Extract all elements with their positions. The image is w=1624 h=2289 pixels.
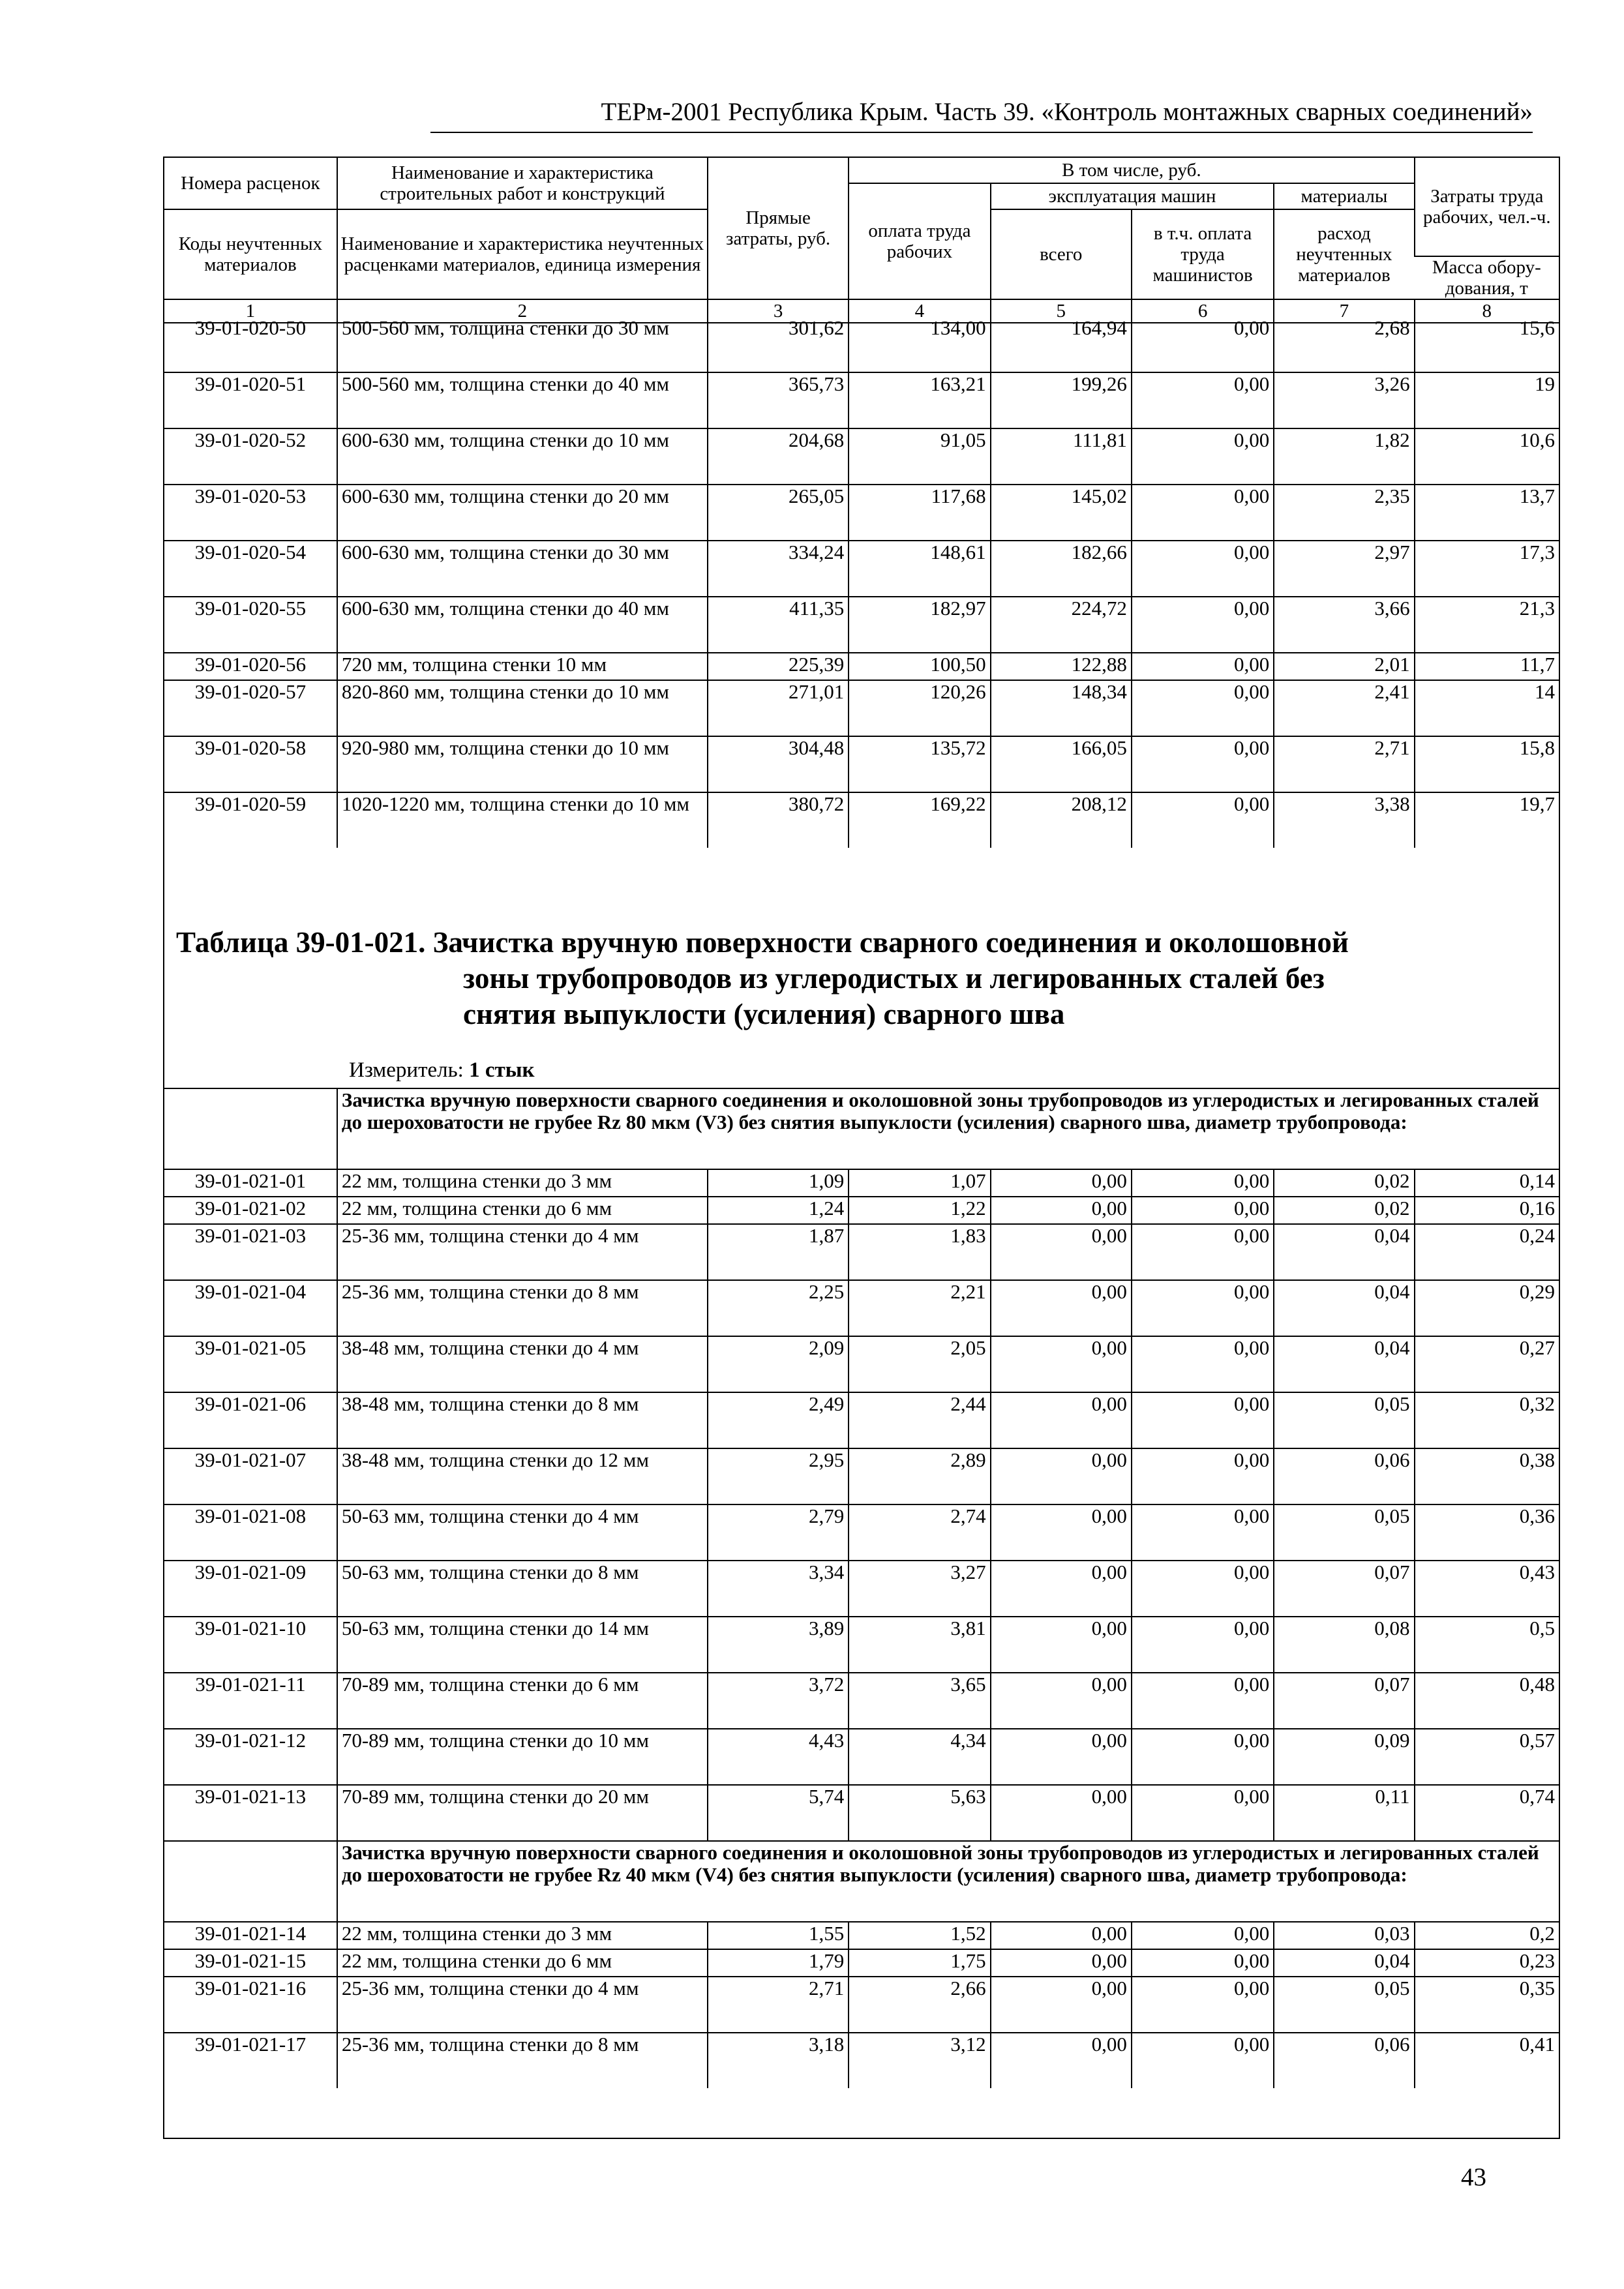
materials: 0,04 [1274,1949,1414,1977]
direct-costs: 2,95 [708,1448,849,1504]
direct-costs: 2,49 [708,1392,849,1448]
rate-code: 39-01-021-03 [164,1224,337,1280]
col-equipment-mass: Масса обору- дования, т [1415,256,1559,299]
work-description: 1020-1220 мм, толщина стенки до 10 мм [337,792,708,848]
machine-total: 0,00 [991,1504,1132,1561]
labor-hours: 0,27 [1415,1336,1559,1392]
table-row [164,541,1559,597]
labor-hours: 0,74 [1415,1785,1559,1841]
machinist-pay: 0,00 [1132,1504,1274,1561]
work-description: 50-63 мм, толщина стенки до 4 мм [337,1504,708,1561]
rate-code: 39-01-021-02 [164,1197,337,1224]
direct-costs: 334,24 [708,541,849,597]
table-row [164,428,1559,485]
labor-pay: 2,89 [849,1448,990,1504]
materials: 0,04 [1274,1224,1414,1280]
direct-costs: 411,35 [708,597,849,653]
machinist-pay: 0,00 [1132,1785,1274,1841]
labor-pay: 2,21 [849,1280,990,1336]
machinist-pay: 0,00 [1132,485,1274,541]
table-row [164,1392,1559,1448]
materials: 0,05 [1274,1504,1414,1561]
labor-hours: 10,6 [1415,428,1559,485]
work-description: 500-560 мм, толщина стенки до 30 мм [337,317,708,372]
labor-pay: 135,72 [849,736,990,792]
labor-hours: 0,48 [1415,1673,1559,1729]
materials: 0,07 [1274,1673,1414,1729]
machine-total: 148,34 [991,680,1132,736]
machinist-pay: 0,00 [1132,1197,1274,1224]
direct-costs: 304,48 [708,736,849,792]
labor-pay: 148,61 [849,541,990,597]
rate-code: 39-01-021-06 [164,1392,337,1448]
section-row [164,1841,1559,1922]
work-description: 70-89 мм, толщина стенки до 20 мм [337,1785,708,1841]
machine-total: 122,88 [991,653,1132,680]
section-code-cell [164,1841,337,1922]
machinist-pay: 0,00 [1132,317,1274,372]
labor-pay: 2,74 [849,1504,990,1561]
materials: 0,09 [1274,1729,1414,1785]
materials: 0,07 [1274,1561,1414,1617]
machine-total: 182,66 [991,541,1132,597]
direct-costs: 301,62 [708,317,849,372]
table-row [164,1785,1559,1841]
labor-hours: 0,43 [1415,1561,1559,1617]
work-description: 38-48 мм, толщина стенки до 4 мм [337,1336,708,1392]
machinist-pay: 0,00 [1132,372,1274,428]
materials: 0,03 [1274,1922,1414,1949]
rate-code: 39-01-021-10 [164,1617,337,1673]
table-top-rows [164,317,1559,848]
machinist-pay: 0,00 [1132,1617,1274,1673]
labor-pay: 5,63 [849,1785,990,1841]
labor-hours: 0,24 [1415,1224,1559,1280]
table-row [164,736,1559,792]
labor-pay: 134,00 [849,317,990,372]
labor-pay: 117,68 [849,485,990,541]
table-row [164,1504,1559,1561]
labor-pay: 1,52 [849,1922,990,1949]
materials: 3,38 [1274,792,1414,848]
rate-code: 39-01-021-05 [164,1336,337,1392]
rate-code: 39-01-020-59 [164,792,337,848]
work-description: 22 мм, толщина стенки до 6 мм [337,1949,708,1977]
work-description: 820-860 мм, толщина стенки до 10 мм [337,680,708,736]
work-description: 600-630 мм, толщина стенки до 30 мм [337,541,708,597]
work-description: 50-63 мм, толщина стенки до 14 мм [337,1617,708,1673]
rate-code: 39-01-021-08 [164,1504,337,1561]
direct-costs: 1,87 [708,1224,849,1280]
labor-pay: 100,50 [849,653,990,680]
work-description: 22 мм, толщина стенки до 3 мм [337,1922,708,1949]
machinist-pay: 0,00 [1132,1729,1274,1785]
direct-costs: 3,34 [708,1561,849,1617]
direct-costs: 5,74 [708,1785,849,1841]
machine-total: 224,72 [991,597,1132,653]
materials: 0,11 [1274,1785,1414,1841]
materials: 2,68 [1274,317,1414,372]
rate-code: 39-01-020-55 [164,597,337,653]
col-number: 1 [164,299,337,323]
table-row [164,1729,1559,1785]
rate-code: 39-01-021-13 [164,1785,337,1841]
machinist-pay: 0,00 [1132,1448,1274,1504]
rate-code: 39-01-021-01 [164,1169,337,1197]
direct-costs: 265,05 [708,485,849,541]
table-row [164,1197,1559,1224]
direct-costs: 365,73 [708,372,849,428]
labor-pay: 91,05 [849,428,990,485]
materials: 0,04 [1274,1280,1414,1336]
work-description: 38-48 мм, толщина стенки до 8 мм [337,1392,708,1448]
machinist-pay: 0,00 [1132,1922,1274,1949]
col-including: В том числе, руб. [849,157,1414,183]
materials: 2,71 [1274,736,1414,792]
rate-code: 39-01-021-09 [164,1561,337,1617]
work-description: 25-36 мм, толщина стенки до 4 мм [337,1977,708,2033]
machine-total: 199,26 [991,372,1132,428]
machinist-pay: 0,00 [1132,1392,1274,1448]
table-row [164,680,1559,736]
work-description: 70-89 мм, толщина стенки до 10 мм [337,1729,708,1785]
rate-code: 39-01-020-52 [164,428,337,485]
table-row [164,1617,1559,1673]
rate-code: 39-01-020-57 [164,680,337,736]
col-labor-costs: Затраты труда рабочих, чел.-ч. [1415,157,1559,256]
materials: 1,82 [1274,428,1414,485]
machinist-pay: 0,00 [1132,597,1274,653]
section-title: Зачистка вручную поверхности сварного соединения и околошовной зоны трубопроводов из углеродистых и легированных сталей до шероховатости не грубее Rz 80 мкм (V3) без снятия выпуклости (усиления) сварного шва, диаметр трубопровода: [337,1088,1559,1169]
direct-costs: 3,18 [708,2033,849,2088]
direct-costs: 3,72 [708,1673,849,1729]
work-description: 600-630 мм, толщина стенки до 40 мм [337,597,708,653]
table-row [164,317,1559,372]
rate-code: 39-01-020-54 [164,541,337,597]
rate-code: 39-01-021-11 [164,1673,337,1729]
labor-hours: 11,7 [1415,653,1559,680]
labor-hours: 0,2 [1415,1922,1559,1949]
table-bottom-rows [164,1088,1559,2088]
direct-costs: 2,79 [708,1504,849,1561]
machine-total: 0,00 [991,1197,1132,1224]
section-row [164,1088,1559,1169]
labor-hours: 0,16 [1415,1197,1559,1224]
col-name-top: Наименование и характеристика строительных работ и конструкций [337,157,708,209]
col-materials: материалы [1274,183,1414,209]
col-code-top: Номера расценок [164,157,337,209]
col-machinist-pay: в т.ч. оплата труда машинистов [1132,209,1274,299]
labor-hours: 0,5 [1415,1617,1559,1673]
table-title [176,925,1546,1032]
labor-pay: 3,65 [849,1673,990,1729]
materials: 0,05 [1274,1977,1414,2033]
direct-costs: 3,89 [708,1617,849,1673]
labor-pay: 2,44 [849,1392,990,1448]
unit-value: 1 стык [469,1058,535,1082]
col-machine-operation: эксплуатация машин [991,183,1274,209]
machinist-pay: 0,00 [1132,736,1274,792]
unit-line [349,1058,535,1083]
work-description: 50-63 мм, толщина стенки до 8 мм [337,1561,708,1617]
rate-code: 39-01-021-15 [164,1949,337,1977]
work-description: 920-980 мм, толщина стенки до 10 мм [337,736,708,792]
table-header [164,157,1559,323]
machinist-pay: 0,00 [1132,1561,1274,1617]
table-title-line: снятия выпуклости (усиления) сварного шва [463,998,1065,1030]
labor-pay: 120,26 [849,680,990,736]
labor-hours: 15,6 [1415,317,1559,372]
table-row [164,372,1559,428]
labor-hours: 19 [1415,372,1559,428]
machine-total: 111,81 [991,428,1132,485]
labor-hours: 0,41 [1415,2033,1559,2088]
materials: 3,26 [1274,372,1414,428]
col-number: 4 [849,299,990,323]
machinist-pay: 0,00 [1132,1977,1274,2033]
labor-pay: 4,34 [849,1729,990,1785]
running-header: ТЕРм-2001 Республика Крым. Часть 39. «Контроль монтажных сварных соединений» [601,98,1533,126]
rate-code: 39-01-021-14 [164,1922,337,1949]
work-description: 25-36 мм, толщина стенки до 4 мм [337,1224,708,1280]
work-description: 600-630 мм, толщина стенки до 10 мм [337,428,708,485]
labor-hours: 0,14 [1415,1169,1559,1197]
section-code-cell [164,1088,337,1169]
machinist-pay: 0,00 [1132,1949,1274,1977]
machinist-pay: 0,00 [1132,653,1274,680]
rate-code: 39-01-021-12 [164,1729,337,1785]
col-number: 2 [337,299,708,323]
labor-pay: 3,12 [849,2033,990,2088]
labor-pay: 182,97 [849,597,990,653]
unit-label: Измеритель: [349,1058,464,1082]
col-direct-costs: Прямые затраты, руб. [708,157,849,299]
materials: 2,01 [1274,653,1414,680]
machinist-pay: 0,00 [1132,1673,1274,1729]
direct-costs: 4,43 [708,1729,849,1785]
table-row [164,792,1559,848]
table-row [164,1224,1559,1280]
labor-hours: 0,23 [1415,1949,1559,1977]
materials: 0,02 [1274,1197,1414,1224]
machinist-pay: 0,00 [1132,1224,1274,1280]
machine-total: 164,94 [991,317,1132,372]
labor-hours: 21,3 [1415,597,1559,653]
machine-total: 0,00 [991,1448,1132,1504]
labor-hours: 0,57 [1415,1729,1559,1785]
materials: 0,05 [1274,1392,1414,1448]
col-name-bottom: Наименование и характеристика неучтенных расценками материалов, единица измерения [337,209,708,299]
table-row [164,1169,1559,1197]
direct-costs: 1,55 [708,1922,849,1949]
labor-hours: 0,36 [1415,1504,1559,1561]
machinist-pay: 0,00 [1132,1169,1274,1197]
col-number: 8 [1415,299,1559,323]
direct-costs: 204,68 [708,428,849,485]
direct-costs: 2,71 [708,1977,849,2033]
machine-total: 0,00 [991,1785,1132,1841]
machine-total: 0,00 [991,1392,1132,1448]
labor-hours: 0,35 [1415,1977,1559,2033]
labor-pay: 1,22 [849,1197,990,1224]
materials: 0,06 [1274,1448,1414,1504]
labor-hours: 14 [1415,680,1559,736]
machine-total: 0,00 [991,1977,1132,2033]
machine-total: 0,00 [991,1617,1132,1673]
machine-total: 0,00 [991,1729,1132,1785]
machinist-pay: 0,00 [1132,680,1274,736]
header-rule [430,132,1533,133]
machinist-pay: 0,00 [1132,2033,1274,2088]
direct-costs: 225,39 [708,653,849,680]
rate-code: 39-01-020-50 [164,317,337,372]
labor-hours: 19,7 [1415,792,1559,848]
materials: 2,35 [1274,485,1414,541]
table-row [164,1673,1559,1729]
table-row [164,2033,1559,2088]
col-machine-total: всего [991,209,1132,299]
table-row [164,1336,1559,1392]
labor-hours: 0,38 [1415,1448,1559,1504]
rate-code: 39-01-021-07 [164,1448,337,1504]
table-row [164,653,1559,680]
rate-code: 39-01-020-56 [164,653,337,680]
machine-total: 0,00 [991,2033,1132,2088]
table-row [164,1949,1559,1977]
col-code-bottom: Коды неучтенных материалов [164,209,337,299]
labor-hours: 17,3 [1415,541,1559,597]
work-description: 22 мм, толщина стенки до 3 мм [337,1169,708,1197]
labor-pay: 2,05 [849,1336,990,1392]
machine-total: 208,12 [991,792,1132,848]
machine-total: 0,00 [991,1224,1132,1280]
materials: 3,66 [1274,597,1414,653]
labor-pay: 2,66 [849,1977,990,2033]
machine-total: 0,00 [991,1673,1132,1729]
materials: 2,97 [1274,541,1414,597]
machine-total: 0,00 [991,1336,1132,1392]
rate-code: 39-01-020-53 [164,485,337,541]
labor-hours: 0,29 [1415,1280,1559,1336]
machinist-pay: 0,00 [1132,541,1274,597]
materials: 0,08 [1274,1617,1414,1673]
machine-total: 0,00 [991,1280,1132,1336]
machinist-pay: 0,00 [1132,792,1274,848]
direct-costs: 2,25 [708,1280,849,1336]
col-labor-pay: оплата труда рабочих [849,183,990,299]
work-description: 25-36 мм, толщина стенки до 8 мм [337,1280,708,1336]
col-number: 6 [1132,299,1274,323]
machinist-pay: 0,00 [1132,1336,1274,1392]
labor-pay: 3,81 [849,1617,990,1673]
page-number: 43 [1461,2163,1486,2191]
machine-total: 166,05 [991,736,1132,792]
labor-pay: 1,07 [849,1169,990,1197]
table-row [164,485,1559,541]
materials: 0,02 [1274,1169,1414,1197]
table-row [164,1977,1559,2033]
table-row [164,1922,1559,1949]
work-description: 720 мм, толщина стенки 10 мм [337,653,708,680]
work-description: 600-630 мм, толщина стенки до 20 мм [337,485,708,541]
materials: 0,04 [1274,1336,1414,1392]
work-description: 70-89 мм, толщина стенки до 6 мм [337,1673,708,1729]
direct-costs: 271,01 [708,680,849,736]
work-description: 38-48 мм, толщина стенки до 12 мм [337,1448,708,1504]
rate-code: 39-01-020-58 [164,736,337,792]
col-number: 3 [708,299,849,323]
section-title: Зачистка вручную поверхности сварного соединения и околошовной зоны трубопроводов из углеродистых и легированных сталей до шероховатости не грубее Rz 40 мкм (V4) без снятия выпуклости (усиления) сварного шва, диаметр трубопровода: [337,1841,1559,1922]
machinist-pay: 0,00 [1132,1280,1274,1336]
labor-pay: 163,21 [849,372,990,428]
labor-pay: 3,27 [849,1561,990,1617]
table-row [164,1448,1559,1504]
table-title-line: Таблица 39-01-021. Зачистка вручную поверхности сварного соединения и околошовной [176,926,1349,959]
col-number: 7 [1274,299,1414,323]
work-description: 22 мм, толщина стенки до 6 мм [337,1197,708,1224]
direct-costs: 1,24 [708,1197,849,1224]
table-row [164,1280,1559,1336]
machine-total: 0,00 [991,1561,1132,1617]
rate-code: 39-01-020-51 [164,372,337,428]
table-title-line: зоны трубопроводов из углеродистых и легированных сталей без [463,962,1325,995]
direct-costs: 380,72 [708,792,849,848]
table-row [164,597,1559,653]
materials: 2,41 [1274,680,1414,736]
price-table [163,157,1560,2139]
work-description: 25-36 мм, толщина стенки до 8 мм [337,2033,708,2088]
machine-total: 0,00 [991,1922,1132,1949]
labor-hours: 0,32 [1415,1392,1559,1448]
labor-hours: 15,8 [1415,736,1559,792]
rate-code: 39-01-021-04 [164,1280,337,1336]
rate-code: 39-01-021-16 [164,1977,337,2033]
col-materials-consumption: расход неучтенных материалов [1274,209,1414,299]
work-description: 500-560 мм, толщина стенки до 40 мм [337,372,708,428]
labor-pay: 169,22 [849,792,990,848]
materials: 0,06 [1274,2033,1414,2088]
table-row [164,1561,1559,1617]
labor-pay: 1,75 [849,1949,990,1977]
col-number: 5 [991,299,1132,323]
labor-pay: 1,83 [849,1224,990,1280]
direct-costs: 2,09 [708,1336,849,1392]
rate-code: 39-01-021-17 [164,2033,337,2088]
direct-costs: 1,79 [708,1949,849,1977]
machinist-pay: 0,00 [1132,428,1274,485]
direct-costs: 1,09 [708,1169,849,1197]
machine-total: 0,00 [991,1949,1132,1977]
machine-total: 0,00 [991,1169,1132,1197]
machine-total: 145,02 [991,485,1132,541]
labor-hours: 13,7 [1415,485,1559,541]
